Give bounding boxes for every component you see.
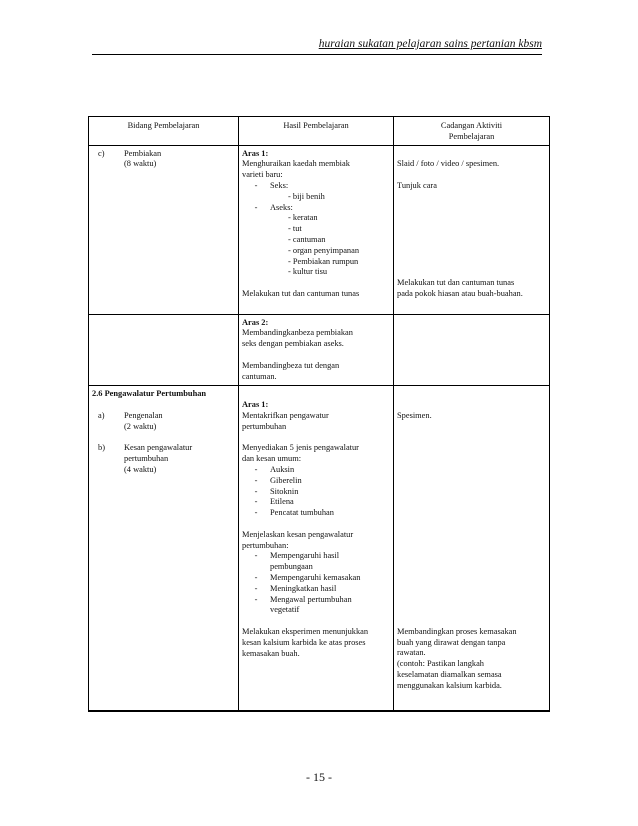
section-title: 2.6 Pengawalatur Pertumbuhan — [92, 389, 207, 399]
cell-cadangan-pengawalatur — [394, 386, 550, 712]
text-line: Spesimen. — [397, 410, 432, 420]
list-item: Mempengaruhi kemasakan — [270, 572, 361, 582]
page-header-title: huraian sukatan pelajaran sains pertanian kbsm — [318, 38, 542, 50]
text-line: Slaid / foto / video / spesimen. — [397, 159, 500, 169]
cell-hasil-pengawalatur: Aras 1: Mentakrifkan pengawatur pertumbuhan Menyediakan 5 jenis pengawalatur dan kesan umum: - Auksin - Giberelin - Sitoknin - Etilena - Pencatat tumbuhan Menjelaskan kesan pengawalatur pertumbuhan: - Mempengaruhi hasil pembungaan - Mempengaruhi kemasakan - Meningkatkan hasil - Mengawal pertumbuhan vegetatif Melakukan eksperimen menunjukkan kesan kalsium karbida ke atas proses kemasakan buah. — [239, 386, 394, 712]
item-title: Kesan pengawalatur — [124, 443, 193, 453]
text-line: cantuman. — [242, 371, 277, 381]
cell-hasil-pembiakan: Aras 1: Menghuraikan kaedah membiak varieti baru: - Seks: - biji benih - Aseks: - keratan - tut - cantuman - organ penyimpanan - Pembiakan rumpun - kultur tisu Melakukan tut dan cantuman tunas — [239, 145, 394, 314]
level-label: Aras 1: — [242, 148, 269, 158]
list-item: pembungaan — [270, 562, 313, 572]
text-line: pada pokok hiasan atau buah-buahan. — [397, 288, 523, 298]
column-header-hasil: Hasil Pembelajaran — [239, 117, 394, 146]
list-item: Sitoknin — [270, 486, 299, 496]
text-line: Menjelaskan kesan pengawalatur — [242, 529, 354, 539]
syllabus-table — [88, 116, 550, 712]
list-item: - kultur tisu — [288, 267, 328, 277]
list-item: - Pembiakan rumpun — [288, 256, 359, 266]
list-item: - tut — [288, 224, 302, 234]
table-row — [89, 145, 550, 314]
list-item: - keratan — [288, 213, 318, 223]
text-line: Menyediakan 5 jenis pengawalatur — [242, 443, 359, 453]
text-line: dan kesan umum: — [242, 454, 302, 464]
list-item: Mengawal pertumbuhan — [270, 594, 352, 604]
list-item: vegetatif — [270, 605, 300, 615]
text-line: Melakukan eksperimen menunjukkan — [242, 626, 369, 636]
list-item: Etilena — [270, 497, 294, 507]
text-line: varieti baru: — [242, 170, 283, 180]
header-rule — [92, 54, 542, 55]
text-line: Melakukan tut dan cantuman tunas — [242, 288, 360, 298]
list-item: Auksin — [270, 464, 295, 474]
table-header-row — [89, 117, 550, 146]
list-item: Meningkatkan hasil — [270, 583, 337, 593]
text-line: Mentakrifkan pengawatur — [242, 410, 329, 420]
text-line: buah yang dirawat dengan tanpa — [397, 637, 506, 647]
list-item: Mempengaruhi hasil — [270, 551, 340, 561]
list-item: Giberelin — [270, 475, 302, 485]
column-header-cadangan-line2: Pembelajaran — [448, 131, 495, 141]
table-row — [89, 386, 550, 712]
item-title: Pengenalan — [124, 410, 163, 420]
cell-bidang-pengawalatur — [89, 386, 239, 712]
level-label: Aras 2: — [242, 317, 269, 327]
text-line: Membandingkanbeza pembiakan — [242, 328, 353, 338]
item-duration: (2 waktu) — [124, 421, 157, 431]
text-line: menggunakan kalsium karbida. — [397, 680, 502, 690]
column-header-cadangan — [394, 117, 550, 146]
list-item: - cantuman — [288, 234, 326, 244]
list-item: Pencatat tumbuhan — [270, 508, 334, 518]
cell-bidang-pembiakan — [89, 145, 239, 314]
item-title: pertumbuhan — [124, 454, 169, 464]
item-letter: a) — [98, 410, 105, 420]
cell-bidang-empty — [89, 314, 239, 386]
text-line: Membandingkan proses kemasakan — [397, 626, 517, 636]
text-line: kemasakan buah. — [242, 648, 300, 658]
item-duration: (4 waktu) — [124, 464, 157, 474]
page-number: - 15 - — [306, 770, 332, 784]
item-duration: (8 waktu) — [124, 159, 157, 169]
list-item: Seks: — [270, 180, 289, 190]
text-line: keselamatan diamalkan semasa — [397, 669, 502, 679]
text-line: kesan kalsium karbida ke atas proses — [242, 637, 366, 647]
column-header-bidang: Bidang Pembelajaran — [89, 117, 239, 146]
text-line: rawatan. — [397, 648, 426, 658]
list-item: Aseks: — [270, 202, 293, 212]
text-line: Membandingbeza tut dengan — [242, 360, 340, 370]
text-line: pertumbuhan: — [242, 540, 289, 550]
text-line: Menghuraikan kaedah membiak — [242, 159, 350, 169]
text-line: pertumbuhan — [242, 421, 287, 431]
item-letter: c) — [98, 148, 105, 158]
item-letter: b) — [98, 443, 105, 453]
list-item: - biji benih — [288, 191, 325, 201]
cell-cadangan-empty — [394, 314, 550, 386]
cell-cadangan-pembiakan — [394, 145, 550, 314]
column-header-cadangan-line1: Cadangan Aktiviti — [440, 121, 503, 130]
text-line: (contoh: Pastikan langkah — [397, 659, 484, 669]
item-title: Pembiakan — [124, 148, 162, 158]
cell-hasil-aras2 — [239, 314, 394, 386]
text-line: Tunjuk cara — [397, 180, 437, 190]
list-item: - organ penyimpanan — [288, 245, 360, 255]
text-line: seks dengan pembiakan aseks. — [242, 339, 344, 349]
table-row — [89, 314, 550, 386]
level-label: Aras 1: — [242, 400, 269, 410]
text-line: Melakukan tut dan cantuman tunas — [397, 277, 515, 287]
